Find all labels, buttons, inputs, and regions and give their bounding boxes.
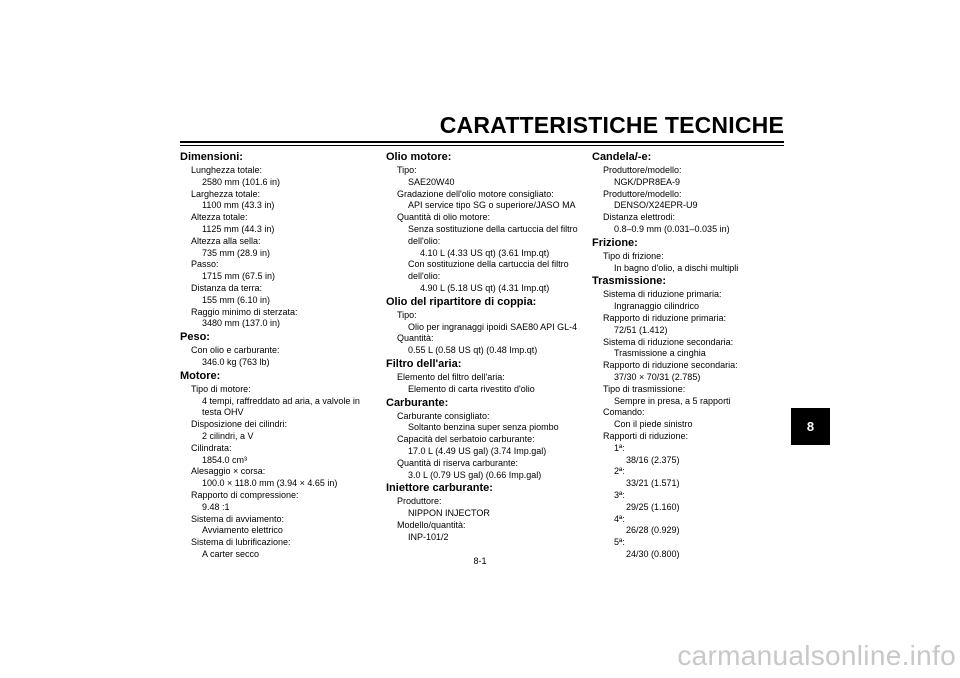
spec-value: 3480 mm (137.0 in) [202, 318, 281, 329]
spec-label: Quantità di riserva carburante: [397, 457, 519, 468]
spec-value: NIPPON INJECTOR [408, 508, 490, 519]
spec-value: 735 mm (28.9 in) [202, 247, 271, 258]
spec-value: A carter secco [202, 548, 260, 559]
spec-label: Comando: [603, 407, 645, 418]
spec-value: 17.0 L (4.49 US gal) (3.74 Imp.gal) [408, 445, 547, 456]
spec-sublabel: Senza sostituzione della cartuccia del filtro dell'olio: [408, 223, 578, 246]
spec-label: Cilindrata: [191, 442, 232, 453]
spec-label: Rapporto di riduzione secondaria: [603, 360, 738, 371]
spec-label: Quantità: [397, 333, 434, 344]
watermark: carmanualsonline.info [677, 640, 956, 671]
spec-value: INP-101/2 [408, 531, 449, 542]
spec-value: 0.55 L (0.58 US qt) (0.48 Imp.qt) [408, 345, 538, 356]
section-title-olio-ripartitore: Olio del ripartitore di coppia: [386, 295, 537, 308]
spec-label: Distanza elettrodi: [603, 212, 676, 223]
spec-value: 4.10 L (4.33 US qt) (3.61 Imp.qt) [420, 247, 550, 258]
spec-value: NGK/DPR8EA-9 [614, 176, 681, 187]
gear-label: 5ª: [614, 537, 625, 548]
gear-value: 38/16 (2.375) [626, 454, 680, 465]
spec-label: Tipo di frizione: [603, 250, 664, 261]
spec-value: 1100 mm (43.3 in) [202, 200, 275, 211]
section-title-filtro-aria: Filtro dell'aria: [386, 357, 462, 370]
section-title-frizione: Frizione: [592, 236, 638, 249]
spec-label: Altezza totale: [191, 212, 248, 223]
spec-value: 1715 mm (67.5 in) [202, 271, 276, 282]
spec-label: Distanza da terra: [191, 282, 263, 293]
gear-label: 2ª: [614, 466, 625, 477]
spec-value: 1125 mm (44.3 in) [202, 223, 275, 234]
spec-value: 9.48 :1 [202, 501, 230, 512]
spec-label: Produttore/modello: [603, 188, 682, 199]
spec-label: Carburante consigliato: [397, 410, 490, 421]
spec-label: Tipo: [397, 165, 417, 175]
page-title: CARATTERISTICHE TECNICHE [439, 112, 784, 138]
gear-value: 29/25 (1.160) [626, 501, 680, 512]
spec-value: Elemento di carta rivestito d'olio [408, 383, 535, 394]
section-title-peso: Peso: [180, 331, 210, 344]
spec-value: 4.90 L (5.18 US qt) (4.31 Imp.qt) [420, 282, 550, 293]
spec-value: 155 mm (6.10 in) [202, 294, 271, 305]
spec-sublabel: Con sostituzione della cartuccia del filtro dell'olio: [408, 259, 569, 282]
spec-label: Tipo: [397, 309, 417, 320]
spec-value: DENSO/X24EPR-U9 [614, 200, 698, 211]
spec-value: SAE20W40 [408, 176, 455, 187]
gear-value: 26/28 (0.929) [626, 525, 680, 536]
spec-label: Gradazione dell'olio motore consigliato: [397, 188, 554, 199]
spec-value: 37/30 × 70/31 (2.785) [614, 371, 701, 382]
spec-value: 346.0 kg (763 lb) [202, 356, 270, 367]
spec-value: API service tipo SG o superiore/JASO MA [408, 200, 576, 211]
spec-label: Sistema di lubrificazione: [191, 537, 291, 548]
spec-value: 2580 mm (101.6 in) [202, 176, 281, 187]
spec-label: Rapporto di riduzione primaria: [603, 312, 727, 323]
spec-value: Avviamento elettrico [202, 525, 283, 536]
title-rule [180, 141, 784, 146]
spec-column-3 [592, 150, 788, 561]
spec-label: Produttore: [397, 496, 442, 507]
spec-value: 4 tempi, raffreddato ad aria, a valvole in testa OHV [202, 395, 360, 418]
spec-value: Con il piede sinistro [614, 419, 693, 430]
section-title-trasmissione: Trasmissione: [592, 275, 666, 288]
spec-label: Produttore/modello: [603, 165, 682, 175]
spec-value: 1854.0 cm³ [202, 454, 248, 465]
section-title-olio-motore: Olio motore: [386, 151, 452, 163]
spec-value: Olio per ingranaggi ipoidi SAE80 API GL-4 [408, 321, 578, 332]
spec-value: Ingranaggio cilindrico [614, 301, 700, 312]
spec-value: 0.8–0.9 mm (0.031–0.035 in) [614, 223, 730, 234]
gear-label: 1ª: [614, 442, 625, 453]
spec-value: In bagno d'olio, a dischi multipli [614, 262, 739, 273]
spec-value: 100.0 × 118.0 mm (3.94 × 4.65 in) [202, 478, 338, 489]
gear-label: 4ª: [614, 513, 625, 524]
spec-label: Rapporti di riduzione: [603, 430, 689, 441]
page-number: 8-1 [473, 556, 487, 566]
spec-label: Sistema di avviamento: [191, 513, 285, 524]
spec-label: Larghezza totale: [191, 188, 261, 199]
gear-label: 3ª: [614, 489, 625, 500]
spec-label: Quantità di olio motore: [397, 212, 491, 223]
spec-value: Sempre in presa, a 5 rapporti [614, 395, 731, 406]
spec-label: Raggio minimo di sterzata: [191, 306, 298, 317]
spec-value: Soltanto benzina super senza piombo [408, 422, 559, 433]
spec-value: Trasmissione a cinghia [614, 348, 706, 359]
gear-value: 33/21 (1.571) [626, 478, 680, 489]
section-title-iniettore: Iniettore carburante: [386, 482, 493, 495]
spec-label: Tipo di trasmissione: [603, 383, 686, 394]
section-title-motore: Motore: [180, 369, 221, 382]
section-title-carburante: Carburante: [386, 396, 449, 409]
spec-label: Sistema di riduzione primaria: [603, 289, 722, 300]
spec-label: Passo: [191, 259, 219, 270]
spec-label: Sistema di riduzione secondaria: [603, 336, 734, 347]
spec-label: Modello/quantità: [397, 519, 466, 530]
chapter-tab-label: 8 [806, 419, 815, 434]
spec-label: Lunghezza totale: [191, 165, 263, 175]
spec-label: Altezza alla sella: [191, 235, 261, 246]
spec-label: Capacità del serbatoio carburante: [397, 434, 535, 445]
spec-column-1 [180, 150, 376, 561]
spec-column-2 [386, 150, 582, 544]
section-title-candela: Candela/-e: [592, 151, 652, 163]
spec-label: Con olio e carburante: [191, 345, 280, 356]
chapter-tab[interactable] [791, 408, 830, 445]
section-title-dimensioni: Dimensioni: [180, 151, 243, 163]
spec-label: Alesaggio × corsa: [191, 466, 266, 477]
spec-value: 3.0 L (0.79 US gal) (0.66 Imp.gal) [408, 469, 542, 480]
spec-label: Rapporto di compressione: [191, 489, 299, 500]
spec-label: Disposizione dei cilindri: [191, 419, 288, 430]
spec-label: Elemento del filtro dell'aria: [397, 371, 505, 382]
gear-value: 24/30 (0.800) [626, 548, 680, 559]
spec-value: 72/51 (1.412) [614, 324, 668, 335]
spec-value: 2 cilindri, a V [202, 430, 254, 441]
spec-label: Tipo di motore: [191, 383, 251, 394]
